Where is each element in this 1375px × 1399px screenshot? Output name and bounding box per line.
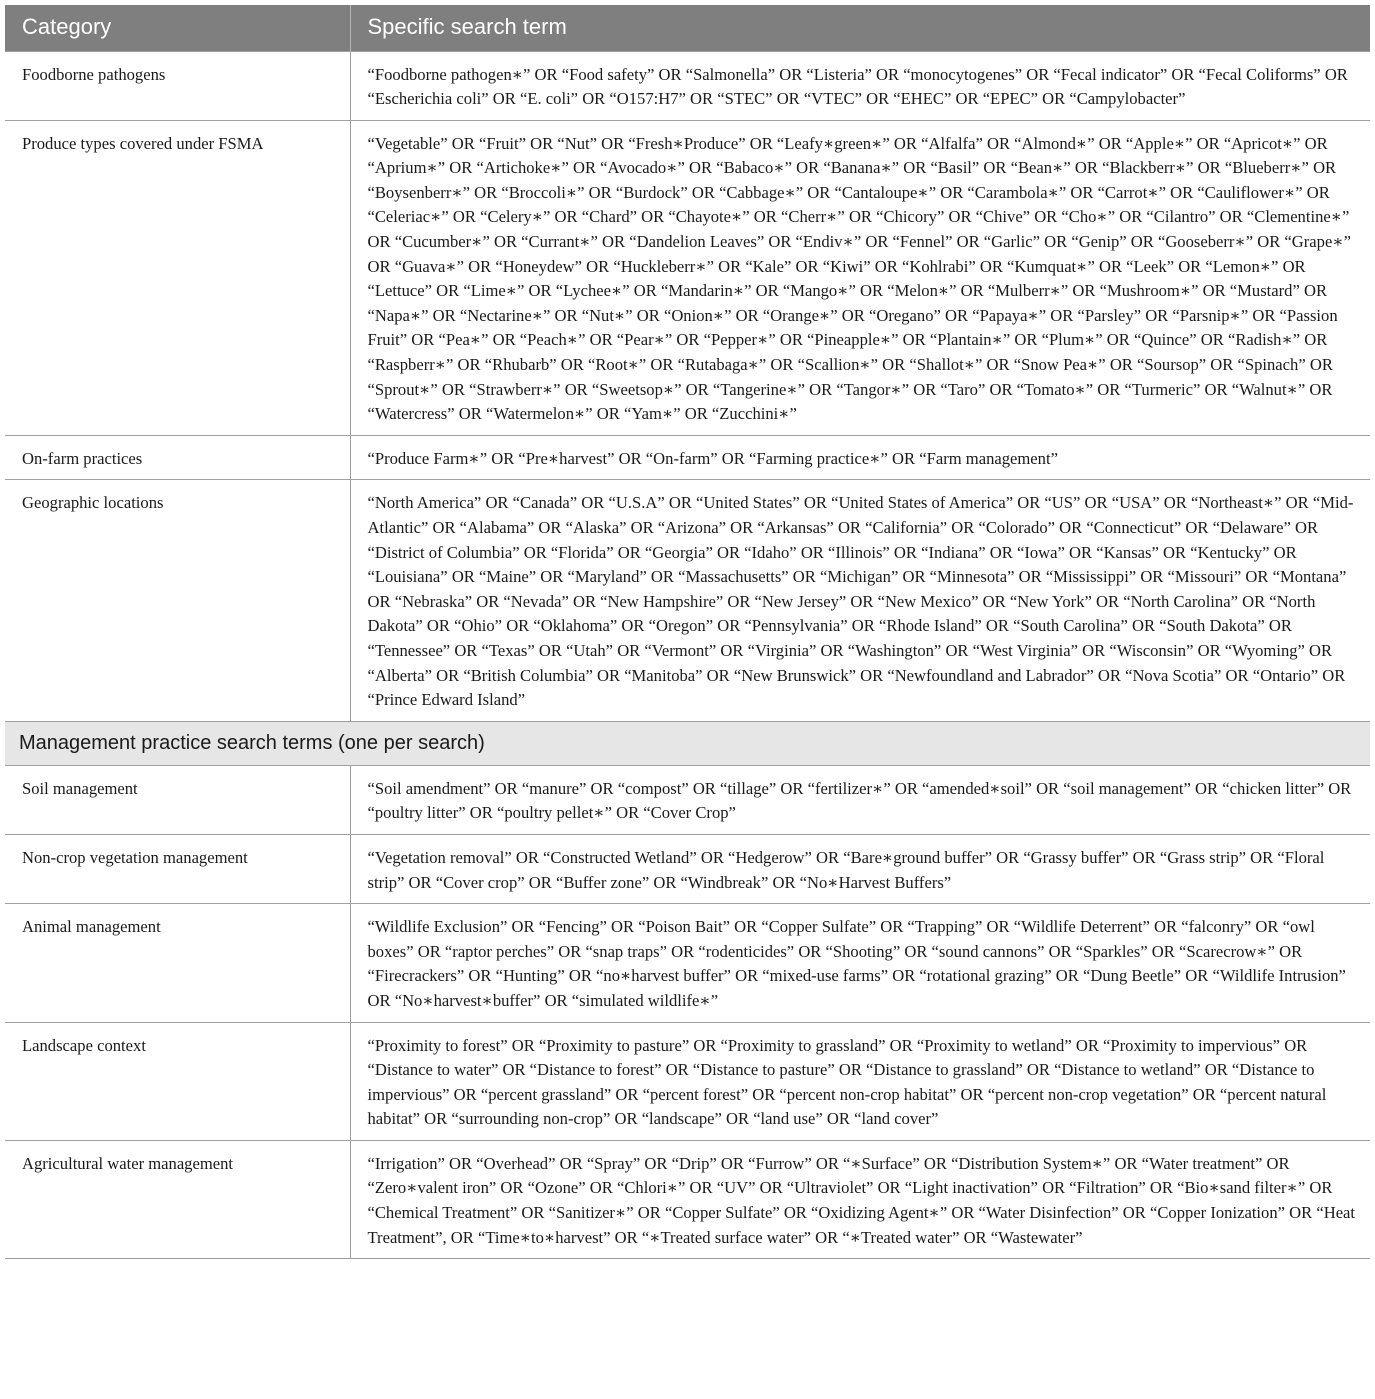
category-cell: On-farm practices [5,435,350,480]
category-cell: Soil management [5,765,350,834]
section-header-row [5,721,1370,765]
terms-cell: “Foodborne pathogen∗” OR “Food safety” OR “Salmonella” OR “Listeria” OR “monocytogenes” OR “Fecal indicator” OR “Fecal Coliforms” OR “Escherichia coli” OR “E. coli” OR “O157:H7” OR “STEC” OR “VTEC” OR “EHEC” OR “EPEC” OR “Campylobacter” [350,51,1370,120]
category-cell: Foodborne pathogens [5,51,350,120]
table-row [5,51,1370,120]
terms-cell: “North America” OR “Canada” OR “U.S.A” OR “United States” OR “United States of America” OR “US” OR “USA” OR “Northeast∗” OR “Mid-Atlantic” OR “Alabama” OR “Alaska” OR “Arizona” OR “Arkansas” OR “California” OR “Colorado” OR “Connecticut” OR “Delaware” OR “District of Columbia” OR “Florida” OR “Georgia” OR “Idaho” OR “Illinois” OR “Indiana” OR “Iowa” OR “Kansas” OR “Kentucky” OR “Louisiana” OR “Maine” OR “Maryland” OR “Massachusetts” OR “Michigan” OR “Minnesota” OR “Mississippi” OR “Missouri” OR “Montana” OR “Nebraska” OR “Nevada” OR “New Hampshire” OR “New Jersey” OR “New Mexico” OR “New York” OR “North Carolina” OR “North Dakota” OR “Ohio” OR “Oklahoma” OR “Oregon” OR “Pennsylvania” OR “Rhode Island” OR “South Carolina” OR “South Dakota” OR “Tennessee” OR “Texas” OR “Utah” OR “Vermont” OR “Virginia” OR “Washington” OR “West Virginia” OR “Wisconsin” OR “Wyoming” OR “Alberta” OR “British Columbia” OR “Manitoba” OR “New Brunswick” OR “Newfoundland and Labrador” OR “Nova Scotia” OR “Ontario” OR “Prince Edward Island” [350,480,1370,721]
table-row [5,834,1370,903]
table-row [5,1140,1370,1258]
terms-cell: “Soil amendment” OR “manure” OR “compost” OR “tillage” OR “fertilizer∗” OR “amended∗soil” OR “soil management” OR “chicken litter” OR “poultry litter” OR “poultry pellet∗” OR “Cover Crop” [350,765,1370,834]
category-cell: Geographic locations [5,480,350,721]
terms-cell: “Proximity to forest” OR “Proximity to pasture” OR “Proximity to grassland” OR “Proximity to wetland” OR “Proximity to impervious” OR “Distance to water” OR “Distance to forest” OR “Distance to pasture” OR “Distance to grassland” OR “Distance to wetland” OR “Distance to impervious” OR “percent grassland” OR “percent forest” OR “percent non-crop habitat” OR “percent non-crop vegetation” OR “percent natural habitat” OR “surrounding non-crop” OR “landscape” OR “land use” OR “land cover” [350,1022,1370,1140]
header-category: Category [22,14,112,40]
category-cell: Animal management [5,904,350,1022]
search-terms-table [5,5,1370,1259]
terms-cell: “Vegetable” OR “Fruit” OR “Nut” OR “Fresh∗Produce” OR “Leafy∗green∗” OR “Alfalfa” OR “Almond∗” OR “Apple∗” OR “Apricot∗” OR “Aprium∗” OR “Artichoke∗” OR “Avocado∗” OR “Babaco∗” OR “Banana∗” OR “Basil” OR “Bean∗” OR “Blackberr∗” OR “Blueberr∗” OR “Boysenberr∗” OR “Broccoli∗” OR “Burdock” OR “Cabbage∗” OR “Cantaloupe∗” OR “Carambola∗” OR “Carrot∗” OR “Cauliflower∗” OR “Celeriac∗” OR “Celery∗” OR “Chard” OR “Chayote∗” OR “Cherr∗” OR “Chicory” OR “Chive” OR “Cho∗” OR “Cilantro” OR “Clementine∗” OR “Cucumber∗” OR “Currant∗” OR “Dandelion Leaves” OR “Endiv∗” OR “Fennel” OR “Garlic” OR “Genip” OR “Gooseberr∗” OR “Grape∗” OR “Guava∗” OR “Honeydew” OR “Huckleberr∗” OR “Kale” OR “Kiwi” OR “Kohlrabi” OR “Kumquat∗” OR “Leek” OR “Lemon∗” OR “Lettuce” OR “Lime∗” OR “Lychee∗” OR “Mandarin∗” OR “Mango∗” OR “Melon∗” OR “Mulberr∗” OR “Mushroom∗” OR “Mustard” OR “Napa∗” OR “Nectarine∗” OR “Nut∗” OR “Onion∗” OR “Orange∗” OR “Oregano” OR “Papaya∗” OR “Parsley” OR “Parsnip∗” OR “Passion Fruit” OR “Pea∗” OR “Peach∗” OR “Pear∗” OR “Pepper∗” OR “Pineapple∗” OR “Plantain∗” OR “Plum∗” OR “Quince” OR “Radish∗” OR “Raspberr∗” OR “Rhubarb” OR “Root∗” OR “Rutabaga∗” OR “Scallion∗” OR “Shallot∗” OR “Snow Pea∗” OR “Soursop” OR “Spinach” OR “Sprout∗” OR “Strawberr∗” OR “Sweetsop∗” OR “Tangerine∗” OR “Tangor∗” OR “Taro” OR “Tomato∗” OR “Turmeric” OR “Walnut∗” OR “Watercress” OR “Watermelon∗” OR “Yam∗” OR “Zucchini∗” [350,120,1370,435]
table-row [5,765,1370,834]
category-cell: Non-crop vegetation management [5,834,350,903]
terms-cell: “Wildlife Exclusion” OR “Fencing” OR “Poison Bait” OR “Copper Sulfate” OR “Trapping” OR “Wildlife Deterrent” OR “falconry” OR “owl boxes” OR “raptor perches” OR “snap traps” OR “rodenticides” OR “Shooting” OR “sound cannons” OR “Sparkles” OR “Scarecrow∗” OR “Firecrackers” OR “Hunting” OR “no∗harvest buffer” OR “mixed-use farms” OR “rotational grazing” OR “Dung Beetle” OR “Wildlife Intrusion” OR “No∗harvest∗buffer” OR “simulated wildlife∗” [350,904,1370,1022]
table-row [5,120,1370,435]
terms-cell: “Irrigation” OR “Overhead” OR “Spray” OR “Drip” OR “Furrow” OR “∗Surface” OR “Distribution System∗” OR “Water treatment” OR “Zero∗valent iron” OR “Ozone” OR “Chlori∗” OR “UV” OR “Ultraviolet” OR “Light inactivation” OR “Filtration” OR “Bio∗sand filter∗” OR “Chemical Treatment” OR “Sanitizer∗” OR “Copper Sulfate” OR “Oxidizing Agent∗” OR “Water Disinfection” OR “Copper Ionization” OR “Heat Treatment”, OR “Time∗to∗harvest” OR “∗Treated surface water” OR “∗Treated water” OR “Wastewater” [350,1140,1370,1258]
table-header-row [5,5,1370,51]
section-header: Management practice search terms (one per search) [5,721,1370,765]
table-row [5,904,1370,1022]
terms-cell: “Vegetation removal” OR “Constructed Wetland” OR “Hedgerow” OR “Bare∗ground buffer” OR “Grassy buffer” OR “Grass strip” OR “Floral strip” OR “Cover crop” OR “Buffer zone” OR “Windbreak” OR “No∗Harvest Buffers” [350,834,1370,903]
category-cell: Agricultural water management [5,1140,350,1258]
table-row [5,435,1370,480]
category-cell: Landscape context [5,1022,350,1140]
category-cell: Produce types covered under FSMA [5,120,350,435]
table-row [5,480,1370,721]
table-row [5,1022,1370,1140]
header-search-term: Specific search term [350,5,1370,51]
terms-cell: “Produce Farm∗” OR “Pre∗harvest” OR “On-farm” OR “Farming practice∗” OR “Farm management” [350,435,1370,480]
